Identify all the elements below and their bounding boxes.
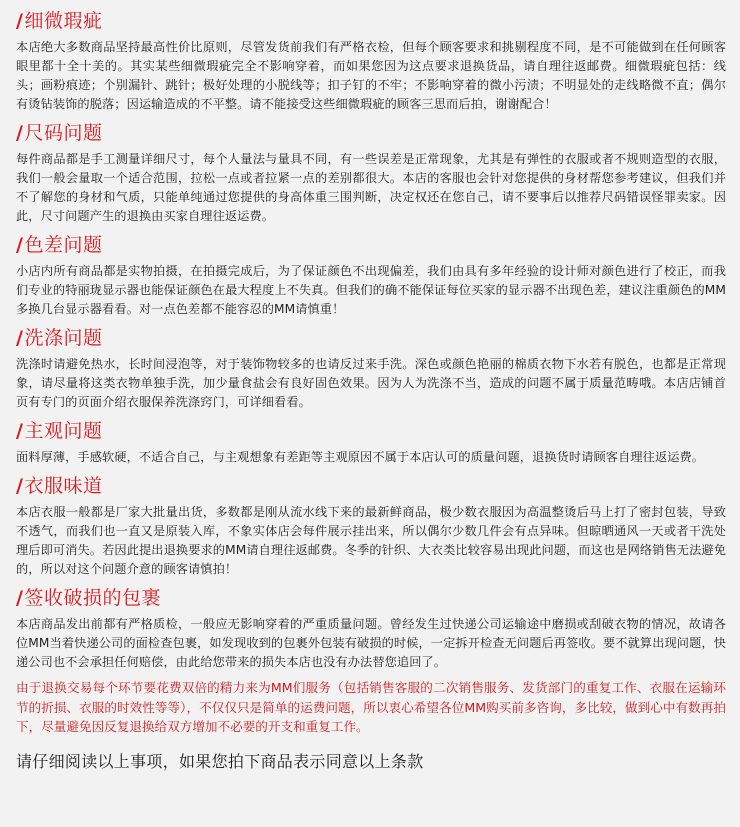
section-title: /洗涤问题 [16,327,103,349]
section-flaws [16,8,726,114]
section-text: 面料厚薄，手感软硬，不适合自己，与主观想象有差距等主观原因不属于本店认可的质量问题，退换货时请顾客自理往返运费。 [16,450,705,464]
section-text: 洗涤时请避免热水，长时间浸泡等，对于装饰物较多的也请反过来手洗。深色或颜色艳丽的棉质衣物下水若有脱色，也都是正常现象，请尽量将这类衣物单独手洗，加少量食盐会有良好固色效果。因为人为洗涤不当，造成的问题不属于质量范畴哦。本店店铺首页有专门的页面介绍衣服保养洗涤窍门，可详细看看。 [16,357,726,409]
red-notice: 由于退换交易每个环节要花费双倍的精力来为MM们服务（包括销售客服的二次销售服务、发货部门的重复工作、衣服在运输环节的折损、衣服的时效性等等），不仅仅只是简单的运费问题，所以衷心希望各位MM购买前多咨询，多比较，做到心中有数再拍下，尽量避免因反复退换给双方增加不必要的开支和重复工作。 [16,680,726,734]
section-text: 小店内所有商品都是实物拍摄，在拍摄完成后，为了保证颜色不出现偏差，我们由具有多年经验的设计师对颜色进行了校正，而我们专业的特丽珑显示器也能保证颜色在最大程度上不失真。但我们的确不能保证每位买家的显示器不出现色差，建议注重颜色的MM多换几台显示器看看。对一点色差都不能容忍的MM请慎重！ [16,264,726,316]
section-title: /细微瑕疵 [16,10,103,32]
section-text: 本店衣服一般都是厂家大批量出货，多数都是刚从流水线下来的最新鲜商品，极少数衣服因为高温整烫后马上打了密封包装，导致不透气，而我们也一直又是原装入库，不象实体店会每件展示挂出来，所以偶尔少数几件会有点异味。但晾晒通风一天或者干洗处理后即可消失。若因此提出退换要求的MM请自理往返邮费。冬季的针织、大衣类比较容易出现此问题，而这也是网络销售无法避免的，所以对这个问题介意的顾客请慎拍！ [16,505,726,576]
section-text: 本店绝大多数商品坚持最高性价比原则，尽管发货前我们有严格衣检，但每个顾客要求和挑剔程度不同，是不可能做到在任何顾客眼里都十全十美的。其实某些细微瑕疵完全不影响穿着，而如果您因为这点要求退换货品，请自理往返邮费。细微瑕疵包括：线头；画粉痕迹；个别漏针、跳针；极好处理的小脱线等；扣子钉的不牢；不影响穿着的微小污渍；不明显处的走线略微不直；偶尔有烫钻装饰的脱落；因运输造成的不平整。请不能接受这些细微瑕疵的顾客三思而后拍，谢谢配合！ [16,40,726,111]
section-title: /尺码问题 [16,122,103,144]
section-title: /主观问题 [16,420,103,442]
section-odor [16,473,726,579]
section-damaged-package [16,585,726,672]
section-washing [16,325,726,412]
section-subjective [16,418,726,467]
agreement-statement: 请仔细阅读以上事项，如果您拍下商品表示同意以上条款 [16,751,424,771]
section-text: 本店商品发出前都有严格质检，一般应无影响穿着的严重质量问题。曾经发生过快递公司运输途中磨损或刮破衣物的情况，故请各位MM当着快递公司的面检查包裹，如发现收到的包裹外包装有破损的时候，一定拆开检查无问题后再签收。要不就算出现问题，快递公司也不会承担任何赔偿，由此给您带来的损失本店也没有办法替您追回了。 [16,617,726,669]
section-color-difference [16,232,726,319]
section-title: /色差问题 [16,234,103,256]
section-title: /衣服味道 [16,475,103,497]
section-text: 每件商品都是手工测量详细尺寸，每个人量法与量具不同，有一些误差是正常现象，尤其是有弹性的衣服或者不规则造型的衣服，我们一般会量取一个适合范围，拉松一点或者拉紧一点的差别都很大。本店的客服也会针对您提供的身材帮您参考建议，但我们并不了解您的身材和气质，只能单纯通过您提供的身高体重三围判断，决定权还在您自己，请不要事后以推荐尺码错误怪罪卖家。因此，尺寸问题产生的退换由买家自理往返运费。 [16,152,726,223]
section-title: /签收破损的包裹 [16,587,161,609]
section-size [16,120,726,226]
